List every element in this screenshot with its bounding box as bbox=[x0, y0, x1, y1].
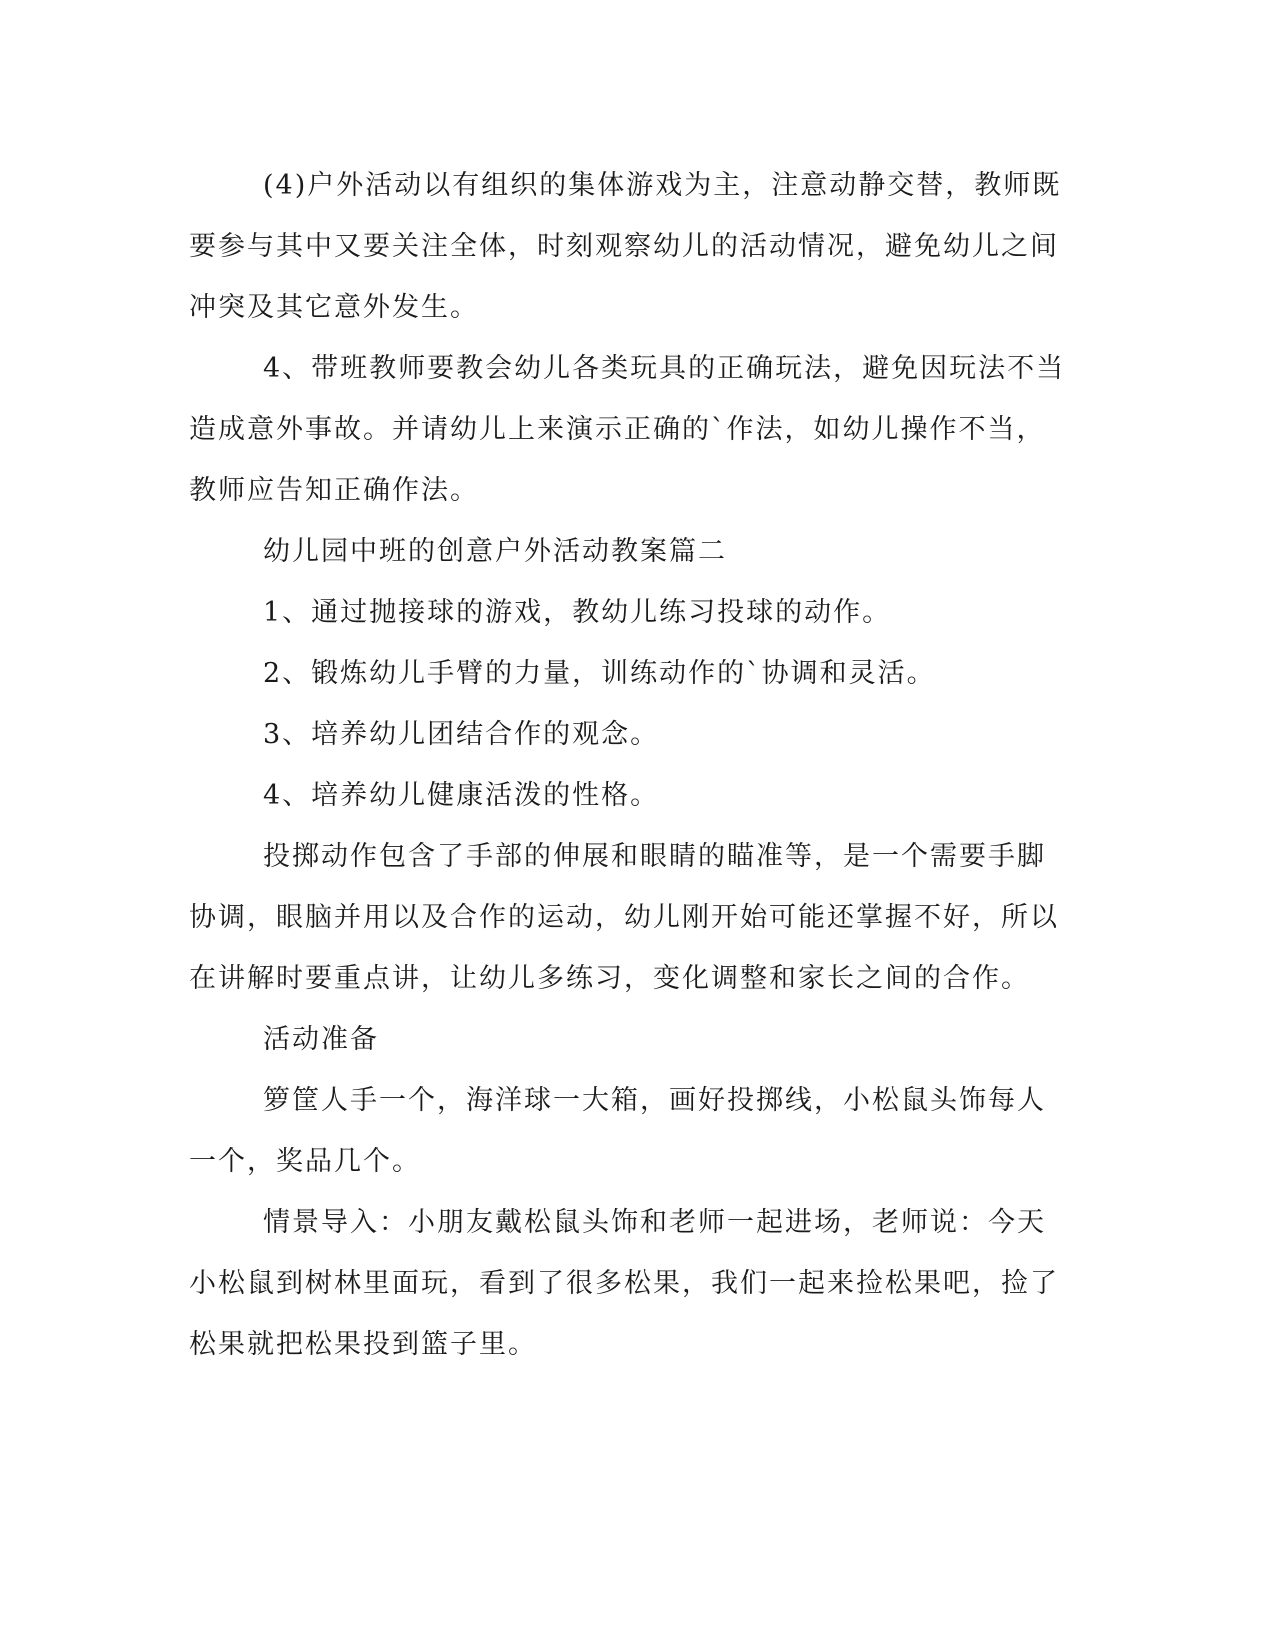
section-heading: 幼儿园中班的创意户外活动教案篇二 bbox=[263, 536, 727, 567]
paragraph-scene-intro: 情景导入：小朋友戴松鼠头饰和老师一起进场，老师说：今天小松鼠到树林里面玩，看到了很多松果，我们一起来捡松果吧，捡了松果就把松果投到篮子里。 bbox=[189, 1207, 1059, 1360]
goal-item-1: 1、通过抛接球的游戏，教幼儿练习投球的动作。 bbox=[263, 597, 892, 628]
goal-item-2: 2、锻炼幼儿手臂的力量，训练动作的`协调和灵活。 bbox=[263, 658, 936, 689]
paragraph-analysis: 投掷动作包含了手部的伸展和眼睛的瞄准等，是一个需要手脚协调，眼脑并用以及合作的运动，幼儿刚开始可能还掌握不好，所以在讲解时要重点讲，让幼儿多练习，变化调整和家长之间的合作。 bbox=[189, 841, 1059, 994]
goal-item-3: 3、培养幼儿团结合作的观念。 bbox=[263, 719, 660, 750]
paragraph-safety-outdoor: (4)户外活动以有组织的集体游戏为主，注意动静交替，教师既要参与其中又要关注全体，时刻观察幼儿的活动情况，避免幼儿之间冲突及其它意外发生。 bbox=[189, 170, 1062, 323]
subheading-preparation: 活动准备 bbox=[263, 1024, 379, 1055]
document-body bbox=[189, 155, 1074, 1375]
goal-item-4: 4、培养幼儿健康活泼的性格。 bbox=[263, 780, 660, 811]
paragraph-toy-usage: 4、带班教师要教会幼儿各类玩具的正确玩法，避免因玩法不当造成意外事故。并请幼儿上来演示正确的`作法，如幼儿操作不当，教师应告知正确作法。 bbox=[189, 353, 1066, 506]
paragraph-materials: 箩筐人手一个，海洋球一大箱，画好投掷线，小松鼠头饰每人一个，奖品几个。 bbox=[189, 1085, 1046, 1177]
